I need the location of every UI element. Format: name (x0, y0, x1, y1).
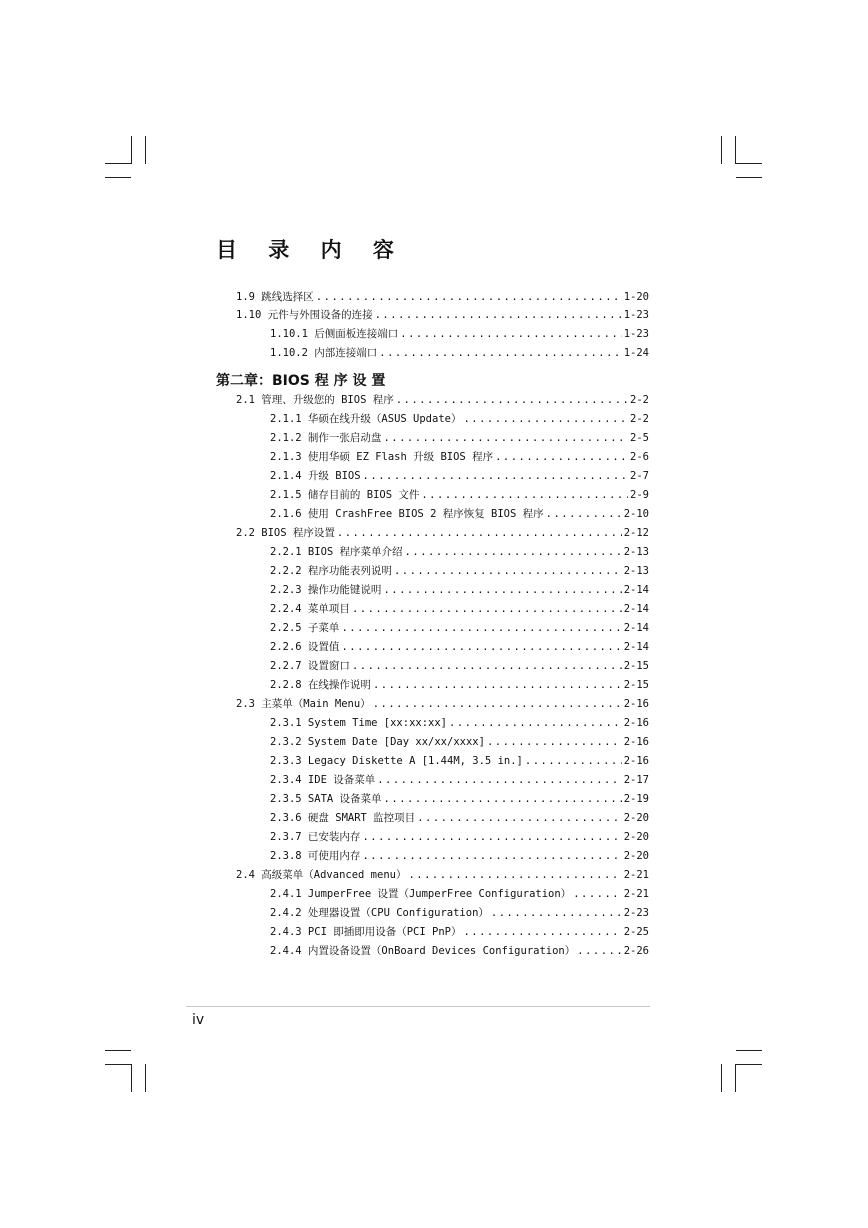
toc-entry-label: 2.3.6 硬盘 SMART 监控项目 (270, 812, 416, 824)
leader-dots (373, 695, 622, 713)
leader-dots (577, 942, 621, 960)
toc-entry-page: 2-15 (623, 679, 649, 691)
page-title: 目 录 内 容 (216, 238, 406, 262)
toc-entry-page: 2-16 (623, 698, 649, 710)
toc-entry[interactable] (236, 288, 649, 306)
toc-entry-page: 1-24 (623, 347, 649, 359)
leader-dots (363, 467, 628, 485)
toc-entry-page: 2-17 (623, 774, 649, 786)
toc-entry-page: 2-2 (630, 413, 649, 425)
crop-mark (131, 136, 132, 164)
toc-entry-label: 2.2.1 BIOS 程序菜单介绍 (270, 546, 403, 558)
toc-entry-page: 2-15 (623, 660, 649, 672)
leader-dots (379, 344, 621, 362)
toc-entry-page: 2-19 (623, 793, 649, 805)
footer-rule (186, 1006, 650, 1007)
toc-entry-page: 2-10 (623, 508, 649, 520)
leader-dots (384, 790, 622, 808)
toc-entry-label: 1.10.2 内部连接端口 (270, 347, 378, 359)
leader-dots (377, 771, 621, 789)
toc-entry[interactable] (270, 581, 649, 599)
leader-dots (400, 325, 621, 343)
toc-entry-label: 2.2.2 程序功能表列说明 (270, 565, 392, 577)
toc-entry-label: 2.2.4 菜单项目 (270, 603, 350, 615)
toc-entry-label: 2.4 高级菜单（Advanced menu） (236, 869, 407, 881)
toc-entry-page: 2-26 (623, 945, 649, 957)
toc-entry-page: 2-14 (623, 584, 649, 596)
toc-entry-page: 2-2 (630, 394, 649, 406)
toc-entry[interactable] (270, 790, 649, 808)
toc-entry-page: 2-12 (623, 527, 649, 539)
toc-entry-label: 2.1.1 华硕在线升级（ASUS Update） (270, 413, 462, 425)
leader-dots (449, 714, 622, 732)
toc-entry-label: 2.3.5 SATA 设备菜单 (270, 793, 382, 805)
leader-dots (487, 733, 622, 751)
toc-entry-label: 2.1.5 储存目前的 BIOS 文件 (270, 489, 420, 501)
toc-entry-label: 2.4.1 JumperFree 设置（JumperFree Configuration） (270, 888, 572, 900)
toc-entry-label: 2.3.1 System Time [xx:xx:xx] (270, 717, 448, 729)
toc-entry-page: 2-16 (623, 717, 649, 729)
crop-mark (736, 163, 762, 164)
toc-entry-label: 2.1.6 使用 CrashFree BIOS 2 程序恢复 BIOS 程序 (270, 508, 544, 520)
leader-dots (352, 657, 622, 675)
toc-entry-label: 2.1 管理、升级您的 BIOS 程序 (236, 394, 394, 406)
leader-dots (408, 866, 621, 884)
toc-entry-label: 2.2.3 操作功能键说明 (270, 584, 382, 596)
leader-dots (375, 306, 622, 324)
toc-entry-page: 2-14 (623, 603, 649, 615)
toc-entry[interactable] (270, 923, 649, 941)
page-number: iv (192, 1012, 205, 1028)
leader-dots (463, 923, 621, 941)
toc-entry-page: 2-6 (630, 451, 649, 463)
crop-mark (736, 1064, 762, 1065)
toc-entry-label: 2.3.7 已安装内存 (270, 831, 361, 843)
crop-mark (721, 1064, 722, 1092)
toc-entry-label: 2.2.5 子菜单 (270, 622, 340, 634)
toc-entry-label: 2.4.2 处理器设置（CPU Configuration） (270, 907, 489, 919)
toc-entry-label: 2.2.6 设置值 (270, 641, 340, 653)
crop-mark (131, 1064, 132, 1092)
toc-entry-page: 2-25 (623, 926, 649, 938)
leader-dots (417, 809, 622, 827)
toc-entry[interactable] (236, 391, 649, 409)
crop-mark (735, 136, 736, 164)
toc-entry-page: 2-20 (623, 812, 649, 824)
crop-mark (736, 177, 762, 178)
toc-entry-label: 1.10 元件与外围设备的连接 (236, 309, 373, 321)
toc-entry[interactable] (270, 429, 649, 447)
crop-mark (735, 1064, 736, 1092)
toc-entry-page: 2-7 (630, 470, 649, 482)
crop-mark (736, 1050, 762, 1051)
toc-entry[interactable] (270, 344, 649, 362)
toc-entry-label: 2.1.2 制作一张启动盘 (270, 432, 382, 444)
toc-entry-page: 2-5 (630, 432, 649, 444)
leader-dots (546, 505, 622, 523)
leader-dots (573, 885, 622, 903)
toc-entry-label: 2.3.8 可使用内存 (270, 850, 361, 862)
toc-entry-label: 2.3.3 Legacy Diskette A [1.44M, 3.5 in.] (270, 755, 523, 767)
chapter-heading: 第二章：BIOS 程 序 设 置 (216, 373, 386, 389)
toc-entry-page: 2-16 (623, 755, 649, 767)
toc-entry[interactable] (270, 885, 649, 903)
toc-entry[interactable] (270, 638, 649, 656)
toc-entry-label: 2.2.7 设置窗口 (270, 660, 350, 672)
toc-entry[interactable] (270, 505, 649, 523)
crop-mark (105, 163, 131, 164)
leader-dots (316, 288, 622, 306)
leader-dots (491, 904, 622, 922)
toc-entry-page: 2-23 (623, 907, 649, 919)
toc-entry[interactable] (270, 847, 649, 865)
leader-dots (525, 752, 622, 770)
toc-entry[interactable] (270, 733, 649, 751)
leader-dots (396, 391, 628, 409)
leader-dots (362, 828, 621, 846)
toc-entry-page: 2-20 (623, 850, 649, 862)
crop-mark (721, 136, 722, 164)
toc-entry-page: 2-21 (623, 888, 649, 900)
leader-dots (341, 619, 621, 637)
toc-entry-label: 1.10.1 后侧面板连接端口 (270, 328, 399, 340)
leader-dots (373, 676, 622, 694)
leader-dots (394, 562, 622, 580)
leader-dots (352, 600, 622, 618)
leader-dots (337, 524, 622, 542)
toc-entry-page: 2-9 (630, 489, 649, 501)
toc-entry-page: 2-13 (623, 565, 649, 577)
toc-entry-page: 2-21 (623, 869, 649, 881)
toc-entry[interactable] (270, 562, 649, 580)
leader-dots (463, 410, 628, 428)
toc-entry-page: 2-16 (623, 736, 649, 748)
toc-entry[interactable] (270, 543, 649, 561)
toc-entry-page: 2-20 (623, 831, 649, 843)
toc-entry[interactable] (270, 448, 649, 466)
toc-entry-label: 1.9 跳线选择区 (236, 291, 314, 303)
toc-entry[interactable] (270, 714, 649, 732)
toc-entry[interactable] (270, 828, 649, 846)
toc-entry[interactable] (236, 524, 649, 542)
toc-entry[interactable] (270, 410, 649, 428)
leader-dots (405, 543, 622, 561)
toc-entry-label: 2.3 主菜单（Main Menu） (236, 698, 371, 710)
toc-entry-page: 2-14 (623, 641, 649, 653)
toc-entry-page: 1-20 (623, 291, 649, 303)
leader-dots (362, 847, 621, 865)
leader-dots (383, 581, 621, 599)
toc-entry-label: 2.2 BIOS 程序设置 (236, 527, 335, 539)
toc-entry[interactable] (270, 771, 649, 789)
crop-mark (105, 1064, 131, 1065)
toc-entry[interactable] (270, 619, 649, 637)
crop-mark (145, 136, 146, 164)
crop-mark (145, 1064, 146, 1092)
leader-dots (383, 429, 628, 447)
toc-entry-page: 1-23 (623, 328, 649, 340)
toc-entry-label: 2.1.3 使用华硕 EZ Flash 升级 BIOS 程序 (270, 451, 494, 463)
toc-entry-page: 2-13 (623, 546, 649, 558)
toc-entry-label: 2.4.3 PCI 即插即用设备（PCI PnP） (270, 926, 462, 938)
toc-entry-label: 2.2.8 在线操作说明 (270, 679, 371, 691)
toc-entry[interactable] (270, 942, 649, 960)
toc-entry[interactable] (236, 306, 649, 324)
toc-entry-page: 1-23 (623, 309, 649, 321)
toc-entry[interactable] (236, 695, 649, 713)
toc-entry-page: 2-14 (623, 622, 649, 634)
leader-dots (495, 448, 628, 466)
toc-entry[interactable] (270, 904, 649, 922)
toc-entry-label: 2.3.2 System Date [Day xx/xx/xxxx] (270, 736, 485, 748)
toc-entry[interactable] (270, 676, 649, 694)
crop-mark (105, 1050, 131, 1051)
toc-entry-label: 2.1.4 升级 BIOS (270, 470, 361, 482)
toc-entry[interactable] (270, 325, 649, 343)
toc-entry[interactable] (236, 866, 649, 884)
toc-entry[interactable] (270, 809, 649, 827)
toc-entry-label: 2.4.4 内置设备设置（OnBoard Devices Configuration） (270, 945, 576, 957)
toc-entry[interactable] (270, 600, 649, 618)
crop-mark (105, 177, 131, 178)
toc-entry[interactable] (270, 486, 649, 504)
leader-dots (341, 638, 621, 656)
toc-entry[interactable] (270, 467, 649, 485)
toc-entry-label: 2.3.4 IDE 设备菜单 (270, 774, 376, 786)
leader-dots (421, 486, 628, 504)
toc-entry[interactable] (270, 752, 649, 770)
toc-entry[interactable] (270, 657, 649, 675)
